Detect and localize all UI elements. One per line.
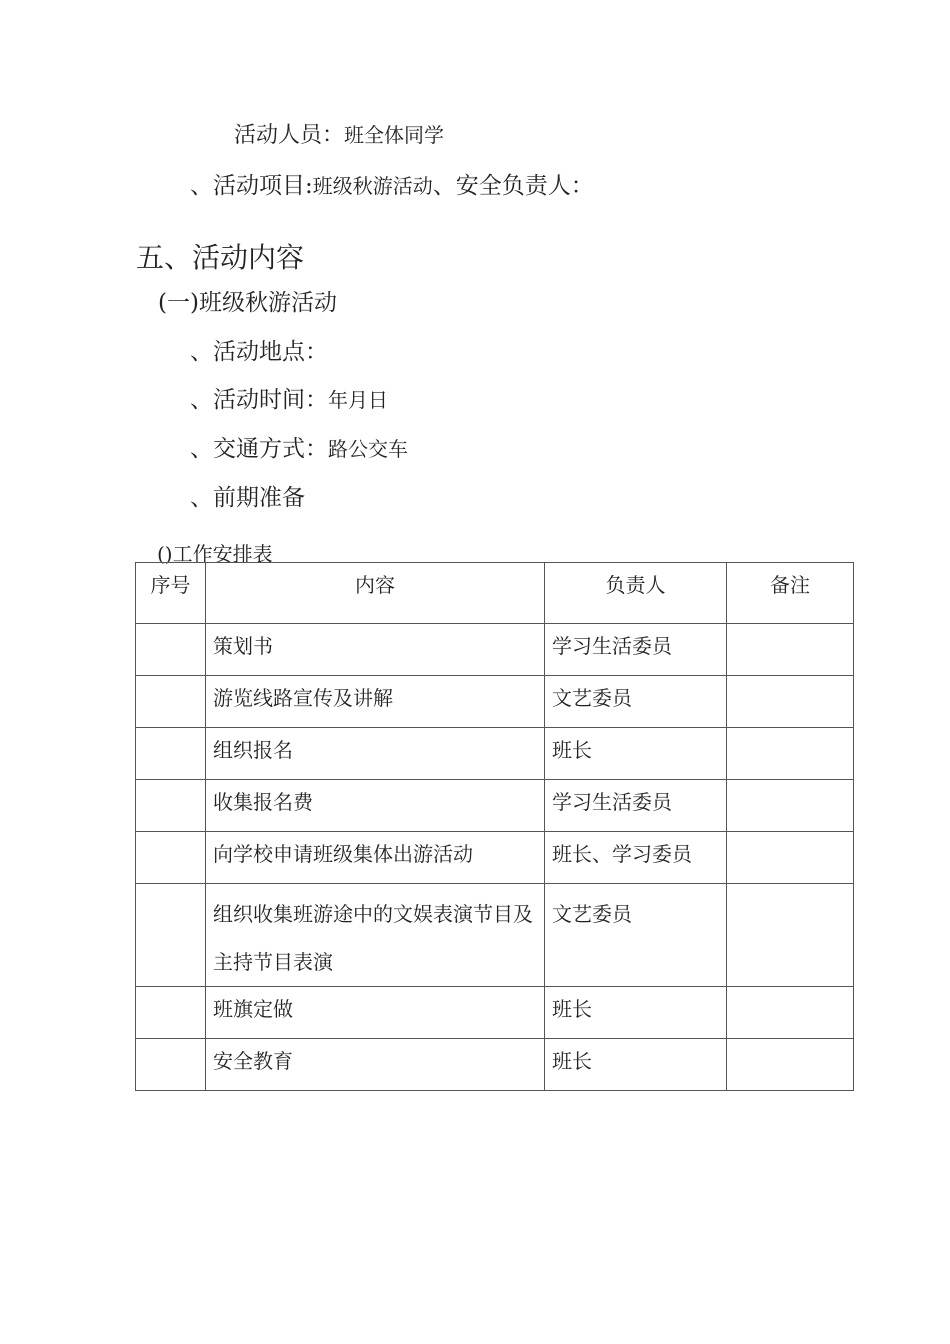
project-label: 、活动项目: bbox=[190, 173, 313, 199]
cell-number bbox=[136, 728, 206, 780]
cell-owner: 学习生活委员 bbox=[545, 624, 727, 676]
cell-note bbox=[727, 624, 854, 676]
cell-content: 组织报名 bbox=[206, 728, 545, 780]
traffic-line bbox=[190, 430, 408, 463]
table-caption: ()工作安排表 bbox=[157, 542, 273, 566]
cell-number bbox=[136, 987, 206, 1039]
cell-note bbox=[727, 728, 854, 780]
header-content: 内容 bbox=[206, 563, 545, 624]
schedule-table bbox=[135, 562, 854, 1091]
cell-content: 组织收集班游途中的文娱表演节目及主持节目表演 bbox=[206, 884, 545, 987]
table-row bbox=[136, 676, 854, 728]
traffic-label: 、交通方式： bbox=[190, 436, 328, 462]
subsection-title: (一)班级秋游活动 bbox=[158, 290, 337, 316]
header-note: 备注 bbox=[727, 563, 854, 624]
cell-content: 安全教育 bbox=[206, 1039, 545, 1091]
preparation-line: 、前期准备 bbox=[190, 485, 305, 511]
table-row bbox=[136, 624, 854, 676]
cell-content: 班旗定做 bbox=[206, 987, 545, 1039]
cell-owner: 学习生活委员 bbox=[545, 780, 727, 832]
table-row bbox=[136, 832, 854, 884]
header-number: 序号 bbox=[136, 563, 206, 624]
table-header-row bbox=[136, 563, 854, 624]
cell-content: 游览线路宣传及讲解 bbox=[206, 676, 545, 728]
cell-owner: 文艺委员 bbox=[545, 676, 727, 728]
people-label: 活动人员： bbox=[234, 123, 345, 148]
cell-number bbox=[136, 884, 206, 987]
cell-content: 向学校申请班级集体出游活动 bbox=[206, 832, 545, 884]
cell-owner: 班长、学习委员 bbox=[545, 832, 727, 884]
safety-owner-label: 、安全负责人： bbox=[432, 173, 594, 199]
table-row bbox=[136, 1039, 854, 1091]
cell-number bbox=[136, 832, 206, 884]
cell-note bbox=[727, 1039, 854, 1091]
cell-owner: 班长 bbox=[545, 728, 727, 780]
table-row bbox=[136, 884, 854, 987]
table-row bbox=[136, 728, 854, 780]
section-title: 五、活动内容 bbox=[136, 241, 305, 274]
people-value: 班全体同学 bbox=[344, 123, 445, 147]
cell-number bbox=[136, 1039, 206, 1091]
cell-number bbox=[136, 676, 206, 728]
cell-note bbox=[727, 780, 854, 832]
table-row bbox=[136, 987, 854, 1039]
cell-number bbox=[136, 780, 206, 832]
traffic-value: 路公交车 bbox=[328, 437, 408, 461]
time-label: 、活动时间： bbox=[190, 387, 328, 413]
activity-place-line: 、活动地点： bbox=[190, 339, 328, 365]
activity-project-line bbox=[190, 167, 594, 200]
activity-time-line bbox=[190, 381, 388, 414]
cell-owner: 文艺委员 bbox=[545, 884, 727, 987]
cell-note bbox=[727, 832, 854, 884]
time-value: 年月日 bbox=[328, 388, 388, 412]
activity-people-line bbox=[234, 118, 444, 149]
cell-content: 策划书 bbox=[206, 624, 545, 676]
header-owner: 负责人 bbox=[545, 563, 727, 624]
cell-number bbox=[136, 624, 206, 676]
cell-content: 收集报名费 bbox=[206, 780, 545, 832]
table-row bbox=[136, 780, 854, 832]
cell-note bbox=[727, 676, 854, 728]
cell-note bbox=[727, 884, 854, 987]
cell-note bbox=[727, 987, 854, 1039]
cell-owner: 班长 bbox=[545, 987, 727, 1039]
project-value: 班级秋游活动 bbox=[312, 174, 433, 198]
cell-owner: 班长 bbox=[545, 1039, 727, 1091]
